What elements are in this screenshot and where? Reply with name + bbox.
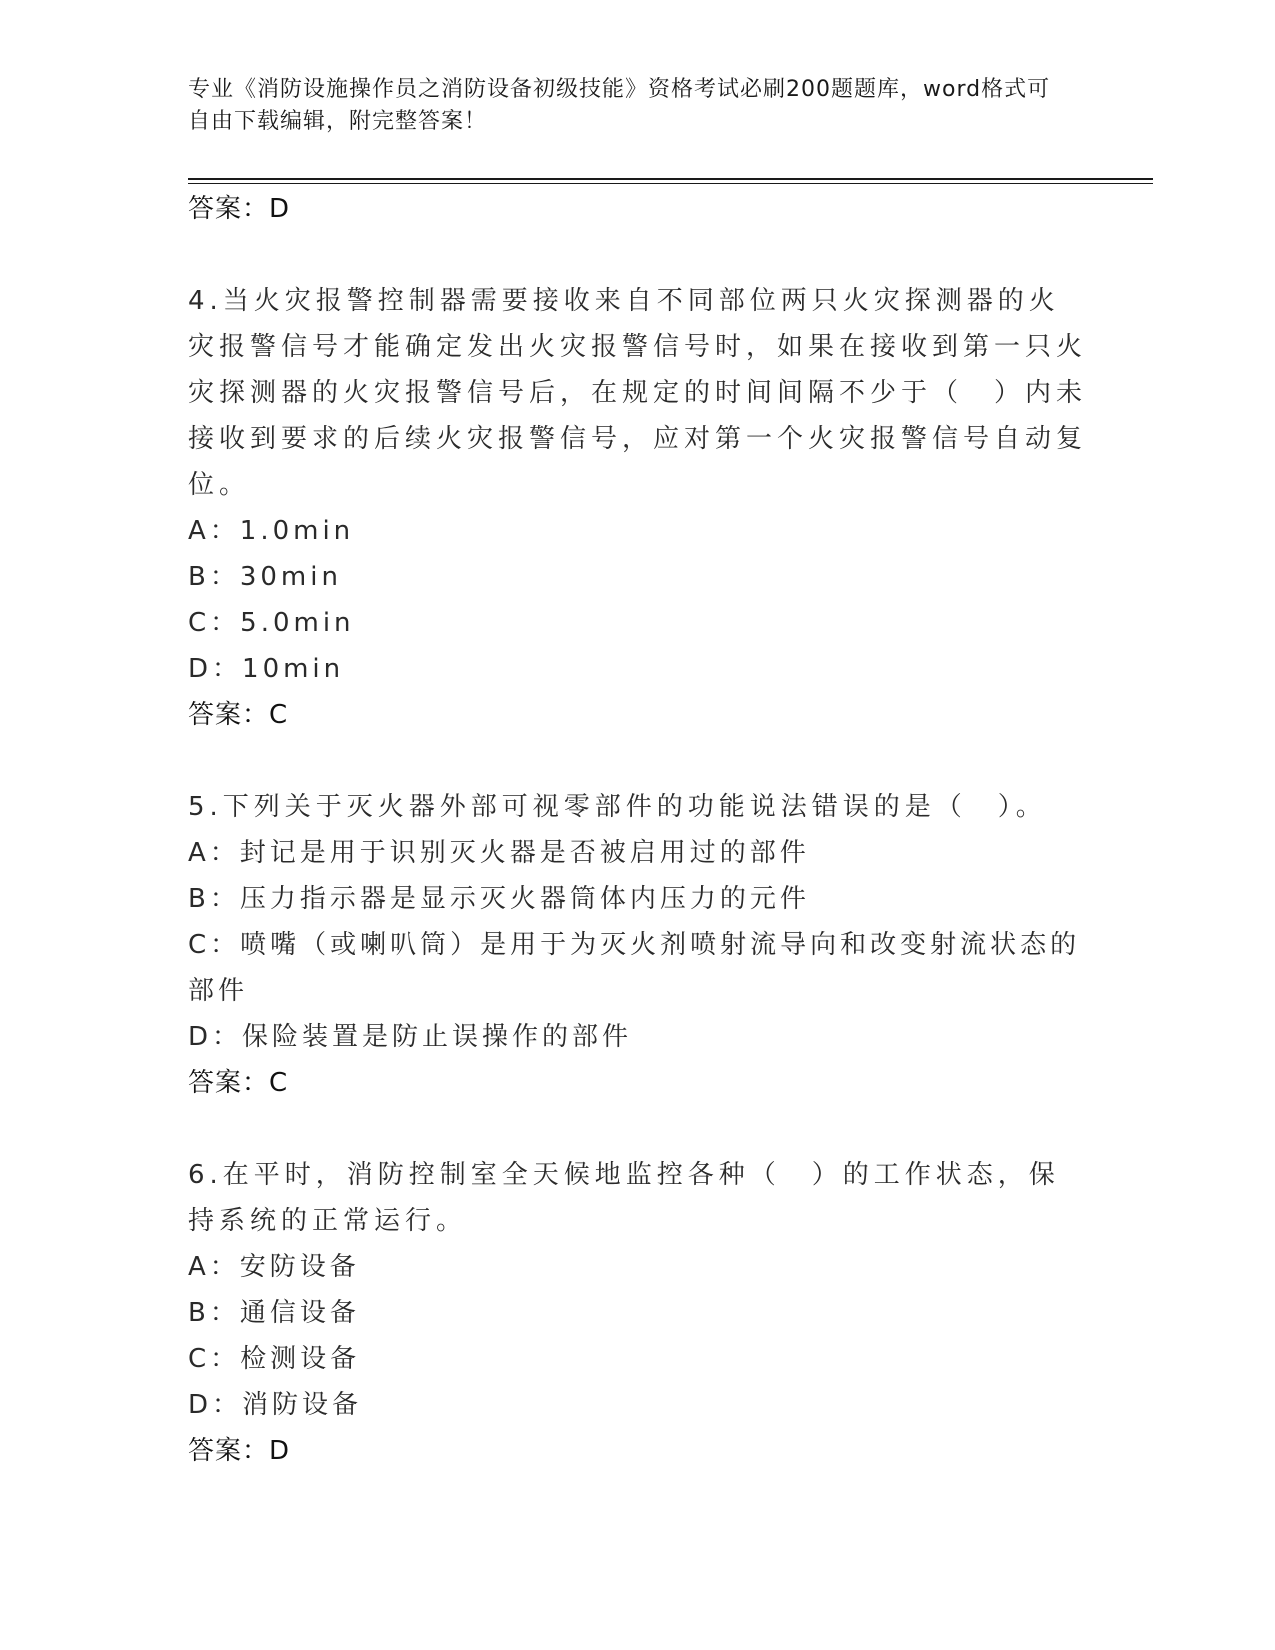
- question-5-option-b: B：压力指示器是显示灭火器筒体内压力的元件: [188, 884, 810, 914]
- question-4-option-a: A：1.0min: [188, 516, 355, 546]
- question-4-option-c: C：5.0min: [188, 608, 355, 638]
- question-6: [188, 1152, 1088, 1474]
- header-divider-thin: [188, 183, 1153, 184]
- question-5-option-a: A：封记是用于识别灭火器是否被启用过的部件: [188, 838, 810, 868]
- question-6-text: 6.在平时，消防控制室全天候地监控各种（ ）的工作状态，保持系统的正常运行。: [188, 1160, 1060, 1236]
- question-5: [188, 784, 1088, 1106]
- question-4-option-b: B：30min: [188, 562, 342, 592]
- header-divider: [188, 178, 1153, 180]
- question-4-text: 4.当火灾报警控制器需要接收来自不同部位两只火灾探测器的火灾报警信号才能确定发出火灾报警信号时，如果在接收到第一只火灾探测器的火灾报警信号后，在规定的时间间隔不少于（ ）内未接收到要求的后续火灾报警信号，应对第一个火灾报警信号自动复位。: [188, 286, 1088, 500]
- answer-q4: 答案：C: [188, 700, 289, 730]
- answer-q6: 答案：D: [188, 1436, 291, 1466]
- document-header: 专业《消防设施操作员之消防设备初级技能》资格考试必刷200题题库，word格式可自由下载编辑，附完整答案！: [188, 77, 1051, 134]
- question-5-text: 5.下列关于灭火器外部可视零部件的功能说法错误的是（ ）。: [188, 792, 1047, 822]
- question-6-option-c: C：检测设备: [188, 1344, 361, 1374]
- answer-q3: 答案：D: [188, 194, 291, 224]
- question-6-option-b: B：通信设备: [188, 1298, 360, 1328]
- answer-q5: 答案：C: [188, 1068, 289, 1098]
- document-body: [188, 186, 1088, 1474]
- question-5-option-c: C：喷嘴（或喇叭筒）是用于为灭火剂喷射流导向和改变射流状态的部件: [188, 930, 1081, 1006]
- question-6-option-a: A：安防设备: [188, 1252, 360, 1282]
- question-4: [188, 278, 1088, 738]
- question-5-option-d: D：保险装置是防止误操作的部件: [188, 1022, 633, 1052]
- question-6-option-d: D：消防设备: [188, 1390, 363, 1420]
- question-4-option-d: D：10min: [188, 654, 345, 684]
- question-3-tail: [188, 186, 1088, 232]
